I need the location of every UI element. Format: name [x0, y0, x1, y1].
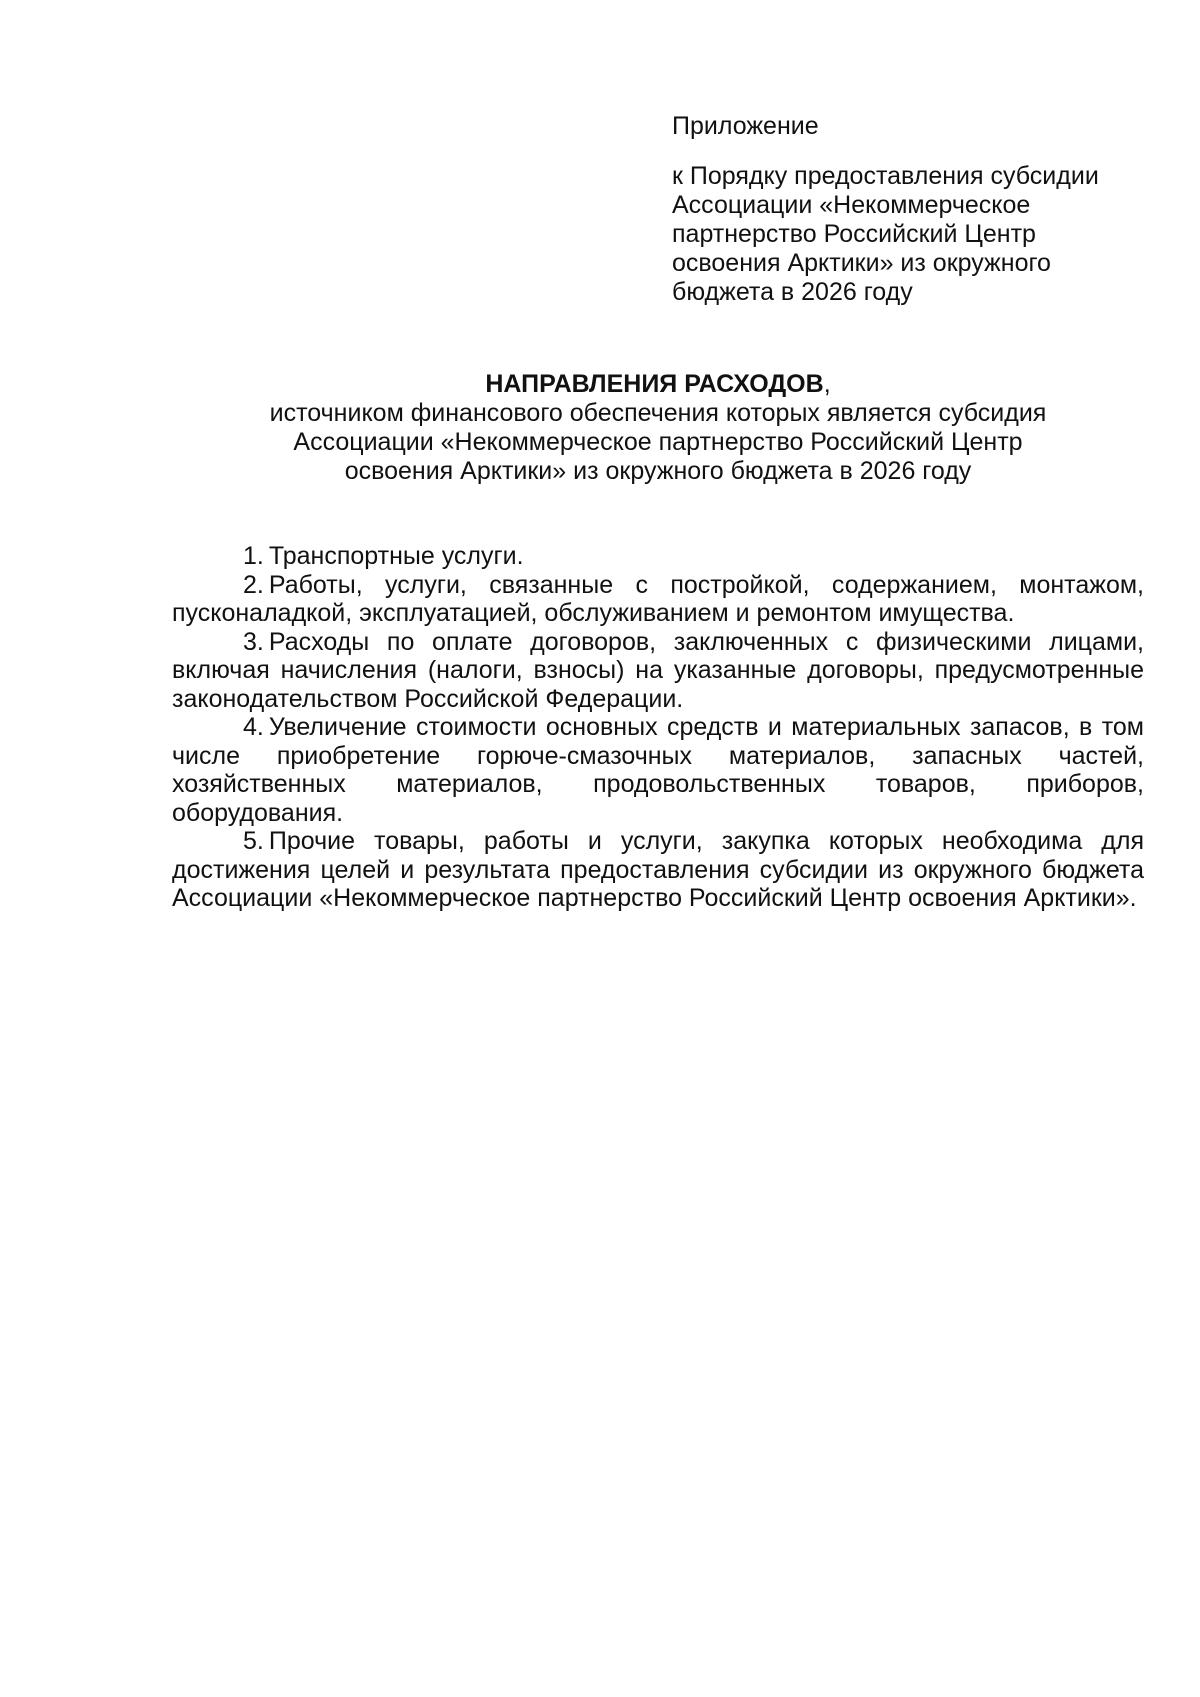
list-item	[172, 713, 1144, 827]
expense-list	[172, 542, 1144, 913]
appendix-title: Приложение	[672, 112, 819, 140]
list-item	[172, 571, 1144, 628]
list-item	[172, 827, 1144, 913]
appendix-block	[672, 112, 1142, 307]
document-heading	[172, 370, 1144, 486]
heading-title-line	[172, 370, 1144, 399]
heading-title: НАПРАВЛЕНИЯ РАСХОДОВ	[485, 370, 824, 398]
list-item-number: 4.	[243, 713, 264, 741]
list-item	[172, 628, 1144, 714]
list-item-text: Прочие товары, работы и услуги, закупка которых необходима для достижения целей и результата предоставления субсидии из окружного бюджета Ассоциации «Некоммерческое партнерство Российский Центр освоения Арктики».	[172, 827, 1144, 912]
list-item-text: Транспортные услуги.	[268, 542, 524, 570]
list-item-number: 1.	[243, 542, 264, 570]
appendix-reference: к Порядку предоставления субсидии Ассоциации «Некоммерческое партнерство Российский Центр освоения Арктики» из окружного бюджета в 2026 году	[672, 162, 1099, 306]
list-item-number: 2.	[243, 570, 264, 599]
heading-subtitle-line: Ассоциации «Некоммерческое партнерство Российский Центр	[293, 428, 1023, 456]
heading-title-comma: ,	[823, 370, 831, 398]
list-item-text: Увеличение стоимости основных средств и материальных запасов, в том числе приобретение горюче-смазочных материалов, запасных частей, хозяйственных материалов, продовольственных товаров, приборов, оборудования.	[172, 713, 1144, 827]
list-item-number: 5.	[243, 827, 264, 855]
list-item-number: 3.	[243, 627, 264, 656]
heading-subtitle-line: освоения Арктики» из окружного бюджета в 2026 году	[344, 457, 972, 485]
list-item-text: Работы, услуги, связанные с постройкой, содержанием, монтажом, пусконаладкой, эксплуатацией, обслуживанием и ремонтом имущества.	[172, 570, 1144, 627]
list-item-text: Расходы по оплате договоров, заключенных с физическими лицами, включая начисления (налоги, взносы) на указанные договоры, предусмотренные законодательством Российской Федерации.	[172, 627, 1144, 713]
list-item	[172, 542, 1144, 571]
heading-subtitle-line: источником финансового обеспечения которых является субсидия	[269, 399, 1047, 427]
